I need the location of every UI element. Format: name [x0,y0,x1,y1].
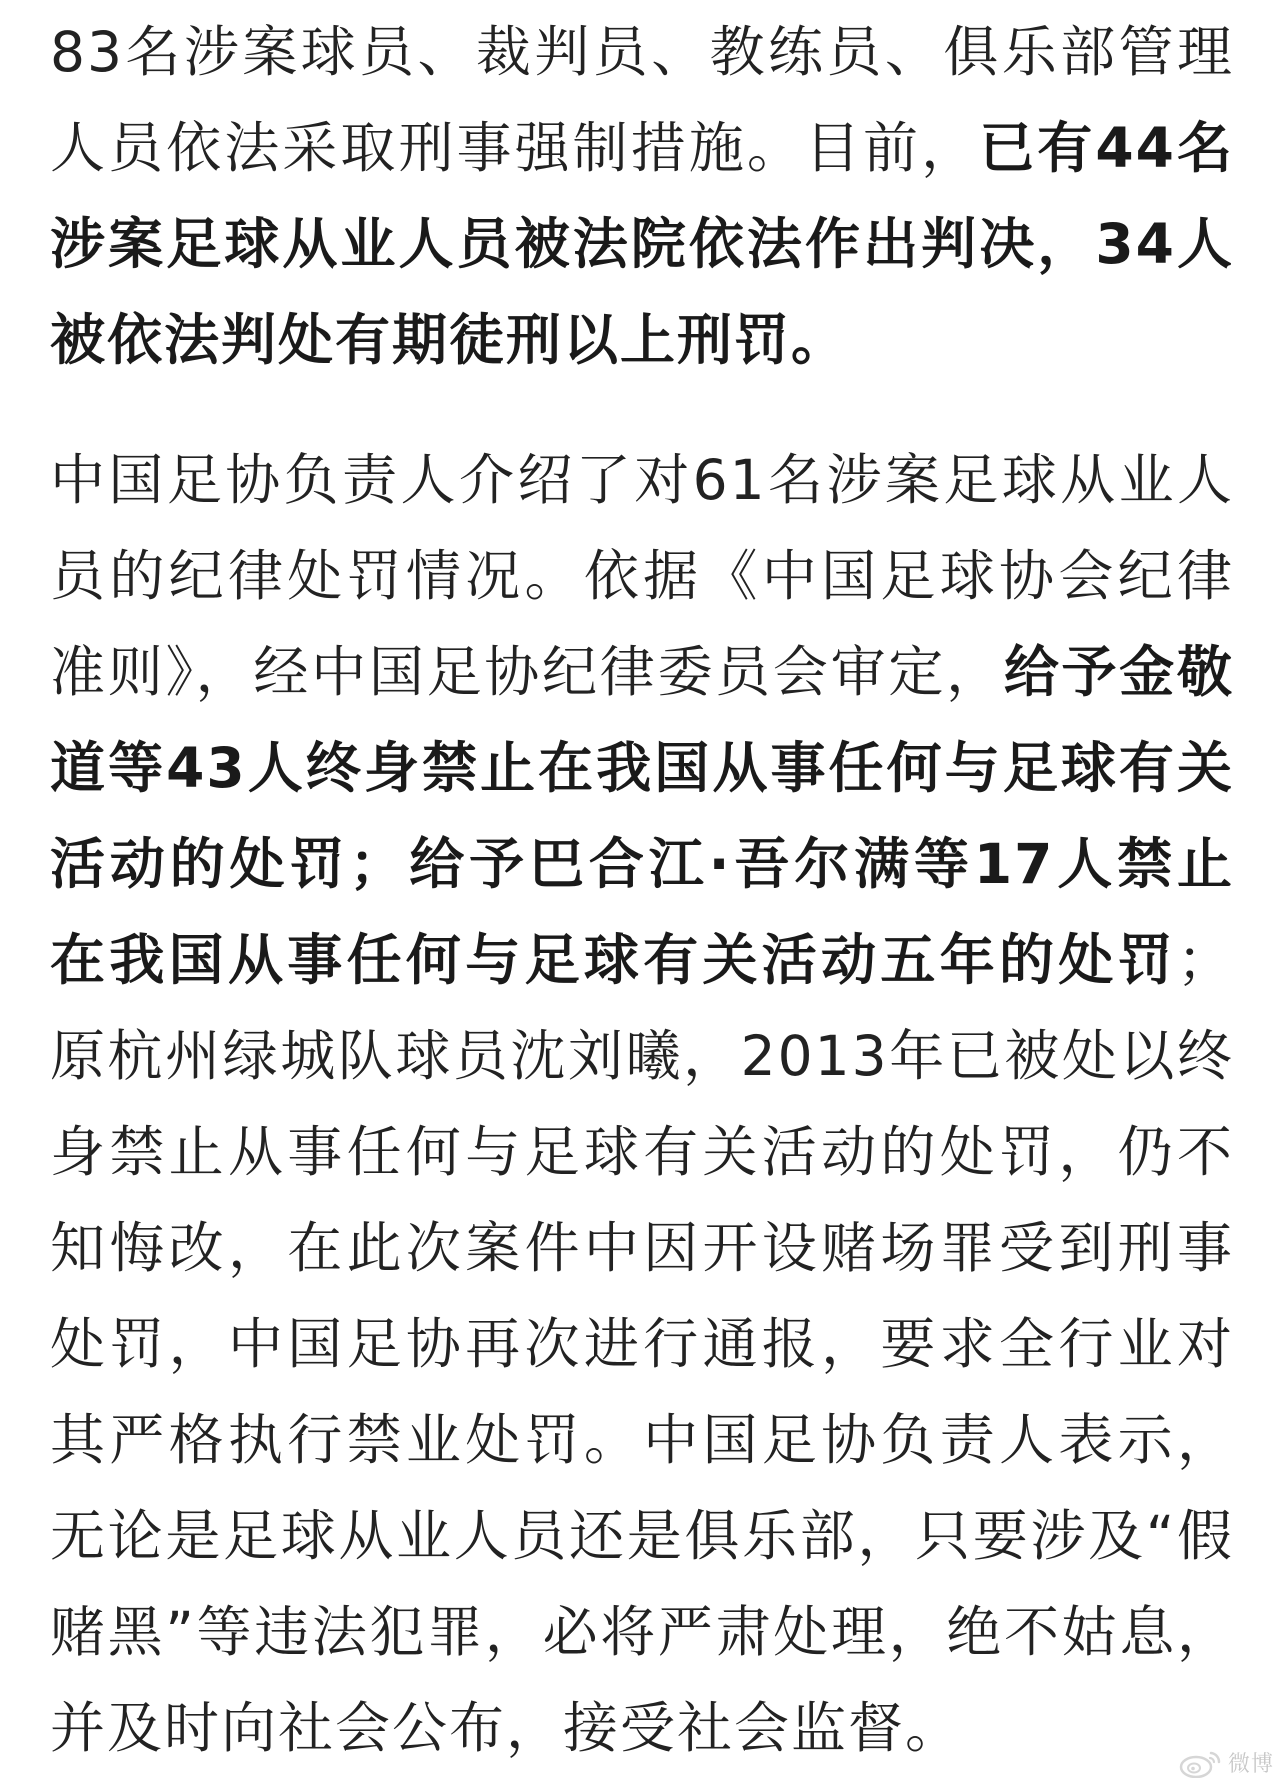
paragraph-2 [50,432,1234,1776]
article-body [50,4,1234,1776]
paragraph-2-text-a: 中国足协负责人介绍了对61名涉案足球从业人员的纪律处罚情况。依据《中国足球协会纪律准则》，经中国足协纪律委员会审定， [50,448,1234,704]
paragraph-1-text: 83名涉案球员、裁判员、教练员、俱乐部管理人员依法采取刑事强制措施。目前， [50,20,1234,180]
paragraph-1-bold-text: 已有44名涉案足球从业人员被法院依法作出判决，34人被依法判处有期徒刑以上刑罚。 [50,116,1234,372]
weibo-logo-icon [1178,1748,1222,1778]
watermark [1178,1747,1274,1778]
paragraph-1 [50,4,1234,388]
paragraph-2-bold-text: 给予金敬道等43人终身禁止在我国从事任何与足球有关活动的处罚；给予巴合江·吾尔满等17人禁止在我国从事任何与足球有关活动五年的处罚 [50,640,1234,992]
watermark-text: 微博 [1227,1752,1274,1777]
paragraph-2-text-b: ；原杭州绿城队球员沈刘曦，2013年已被处以终身禁止从事任何与足球有关活动的处罚，仍不知悔改，在此次案件中因开设赌场罪受到刑事处罚，中国足协再次进行通报，要求全行业对其严格执行禁业处罚。中国足协负责人表示，无论是足球从业人员还是俱乐部，只要涉及“假赌黑”等违法犯罪，必将严肃处理，绝不姑息，并及时向社会公布，接受社会监督。 [50,928,1234,1760]
